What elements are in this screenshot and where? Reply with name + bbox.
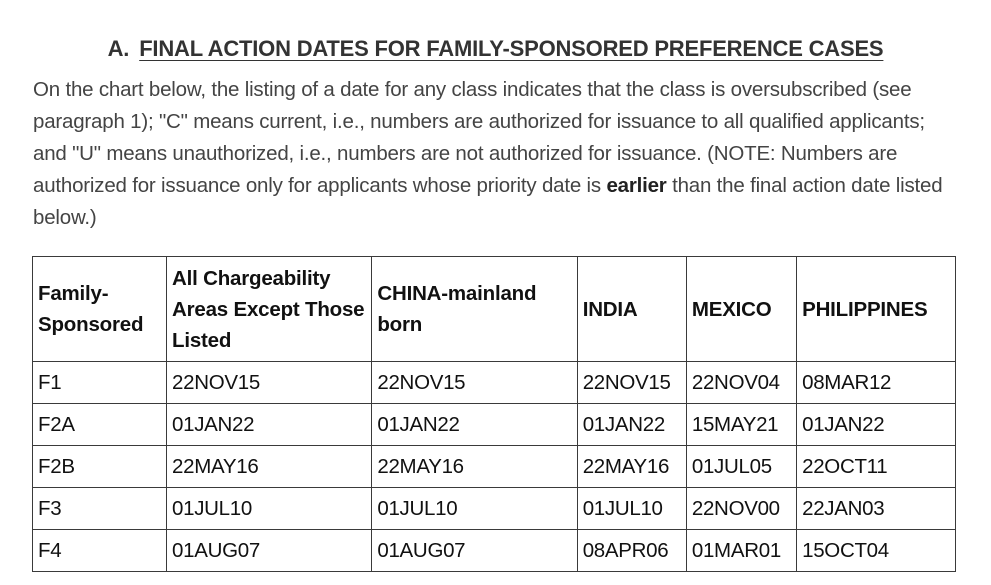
cell-mexico: 22NOV04	[686, 362, 796, 404]
cell-philippines: 22OCT11	[797, 446, 956, 488]
section-letter: A.	[107, 36, 130, 62]
row-category: F3	[33, 488, 167, 530]
table-row	[33, 446, 956, 488]
table-row	[33, 530, 956, 572]
cell-india: 01JUL10	[577, 488, 686, 530]
cell-all-chargeability: 01JUL10	[167, 488, 372, 530]
table-row	[33, 488, 956, 530]
cell-philippines: 01JAN22	[797, 404, 956, 446]
cell-china: 22MAY16	[372, 446, 577, 488]
intro-emphasis: earlier	[606, 174, 667, 197]
cell-india: 22MAY16	[577, 446, 686, 488]
cell-mexico: 22NOV00	[686, 488, 796, 530]
table-header-row	[33, 257, 956, 362]
header-philippines: PHILIPPINES	[797, 257, 956, 362]
cell-philippines: 15OCT04	[797, 530, 956, 572]
cell-china: 01JUL10	[372, 488, 577, 530]
cell-mexico: 01JUL05	[686, 446, 796, 488]
header-mexico: MEXICO	[686, 257, 796, 362]
cell-india: 22NOV15	[577, 362, 686, 404]
row-category: F2A	[33, 404, 167, 446]
final-action-dates-table	[32, 256, 956, 572]
cell-all-chargeability: 22MAY16	[167, 446, 372, 488]
intro-text-end: than the final action date listed below.)	[33, 174, 943, 229]
cell-china: 01AUG07	[372, 530, 577, 572]
cell-all-chargeability: 22NOV15	[167, 362, 372, 404]
cell-mexico: 01MAR01	[686, 530, 796, 572]
table-row	[33, 362, 956, 404]
header-india: INDIA	[577, 257, 686, 362]
row-category: F4	[33, 530, 167, 572]
header-china: CHINA-mainland born	[372, 257, 577, 362]
cell-philippines: 22JAN03	[797, 488, 956, 530]
section-heading	[0, 36, 991, 62]
cell-china: 22NOV15	[372, 362, 577, 404]
cell-india: 01JAN22	[577, 404, 686, 446]
row-category: F1	[33, 362, 167, 404]
intro-paragraph	[33, 74, 943, 234]
section-title: FINAL ACTION DATES FOR FAMILY-SPONSORED PREFERENCE CASES	[139, 36, 884, 62]
cell-all-chargeability: 01JAN22	[167, 404, 372, 446]
cell-china: 01JAN22	[372, 404, 577, 446]
row-category: F2B	[33, 446, 167, 488]
intro-text-start: On the chart below, the listing of a date for any class indicates that the class is oversubscribed (see paragraph 1); "C" means current, i.e., numbers are authorized for issuance to all qualified applicants; and "U" means unauthorized, i.e., numbers are not authorized for issuance. (NOTE: Numbers are authorized for issuance only for applicants whose priority date is	[33, 78, 925, 197]
cell-mexico: 15MAY21	[686, 404, 796, 446]
header-all-chargeability: All Chargeability Areas Except Those Listed	[167, 257, 372, 362]
cell-all-chargeability: 01AUG07	[167, 530, 372, 572]
table-row	[33, 404, 956, 446]
cell-philippines: 08MAR12	[797, 362, 956, 404]
cell-india: 08APR06	[577, 530, 686, 572]
header-family-sponsored: Family-Sponsored	[33, 257, 167, 362]
